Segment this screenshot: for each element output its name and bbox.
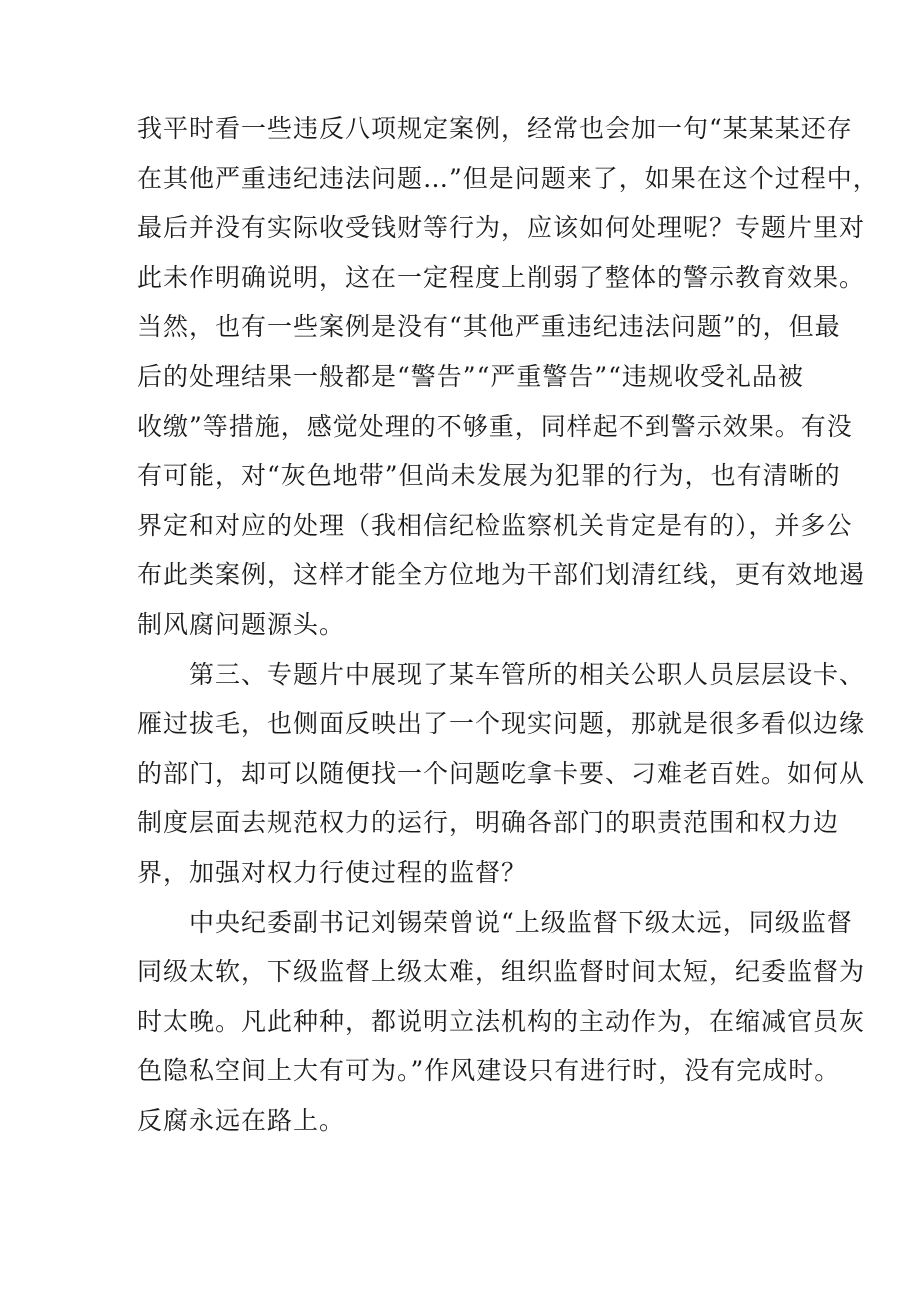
text-line: 第三、专题片中展现了某车管所的相关公职人员层层设卡、 xyxy=(189,659,866,689)
text-line: 后的处理结果一般都是“警告”“严重警告”“违规收受礼品被 xyxy=(137,361,804,391)
text-line: 此未作明确说明，这在一定程度上削弱了整体的警示教育效果。 xyxy=(137,262,866,292)
text-line: 界，加强对权力行使过程的监督？ xyxy=(137,857,528,887)
text-line: 布此类案例，这样才能全方位地为干部们划清红线，更有效地遏 xyxy=(137,560,866,590)
paragraph-1 xyxy=(137,104,879,650)
text-line: 最后并没有实际收受钱财等行为，应该如何处理呢？专题片里对 xyxy=(137,213,866,243)
document-body xyxy=(137,104,879,1145)
text-line: 制度层面去规范权力的运行，明确各部门的职责范围和权力边 xyxy=(137,808,840,838)
text-line: 收缴”等措施，感觉处理的不够重，同样起不到警示效果。有没 xyxy=(137,411,853,441)
text-line: 有可能，对“灰色地带”但尚未发展为犯罪的行为，也有清晰的 xyxy=(137,461,841,491)
text-line: 当然，也有一些案例是没有“其他严重违纪违法问题”的，但最 xyxy=(137,312,841,342)
text-line: 界定和对应的处理（我相信纪检监察机关肯定是有的），并多公 xyxy=(137,510,853,540)
paragraph-2 xyxy=(137,650,866,898)
text-line: 时太晚。凡此种种，都说明立法机构的主动作为，在缩减官员灰 xyxy=(137,1006,866,1036)
paragraph-3 xyxy=(137,898,866,1146)
text-line: 我平时看一些违反八项规定案例，经常也会加一句“某某某还存 xyxy=(137,114,853,143)
text-line: 雁过拔毛，也侧面反映出了一个现实问题，那就是很多看似边缘 xyxy=(137,709,866,739)
text-line: 反腐永远在路上。 xyxy=(137,1105,346,1135)
text-line: 在其他严重违纪违法问题…”但是问题来了，如果在这个过程中， xyxy=(137,163,879,193)
text-line: 色隐私空间上大有可为。”作风建设只有进行时，没有完成时。 xyxy=(137,1056,841,1086)
text-line: 中央纪委副书记刘锡荣曾说“上级监督下级太远，同级监督 xyxy=(189,907,853,937)
text-line: 制风腐问题源头。 xyxy=(137,609,346,639)
text-line: 同级太软，下级监督上级太难，组织监督时间太短，纪委监督为 xyxy=(137,957,866,987)
text-line: 的部门，却可以随便找一个问题吃拿卡要、刁难老百姓。如何从 xyxy=(137,758,866,788)
